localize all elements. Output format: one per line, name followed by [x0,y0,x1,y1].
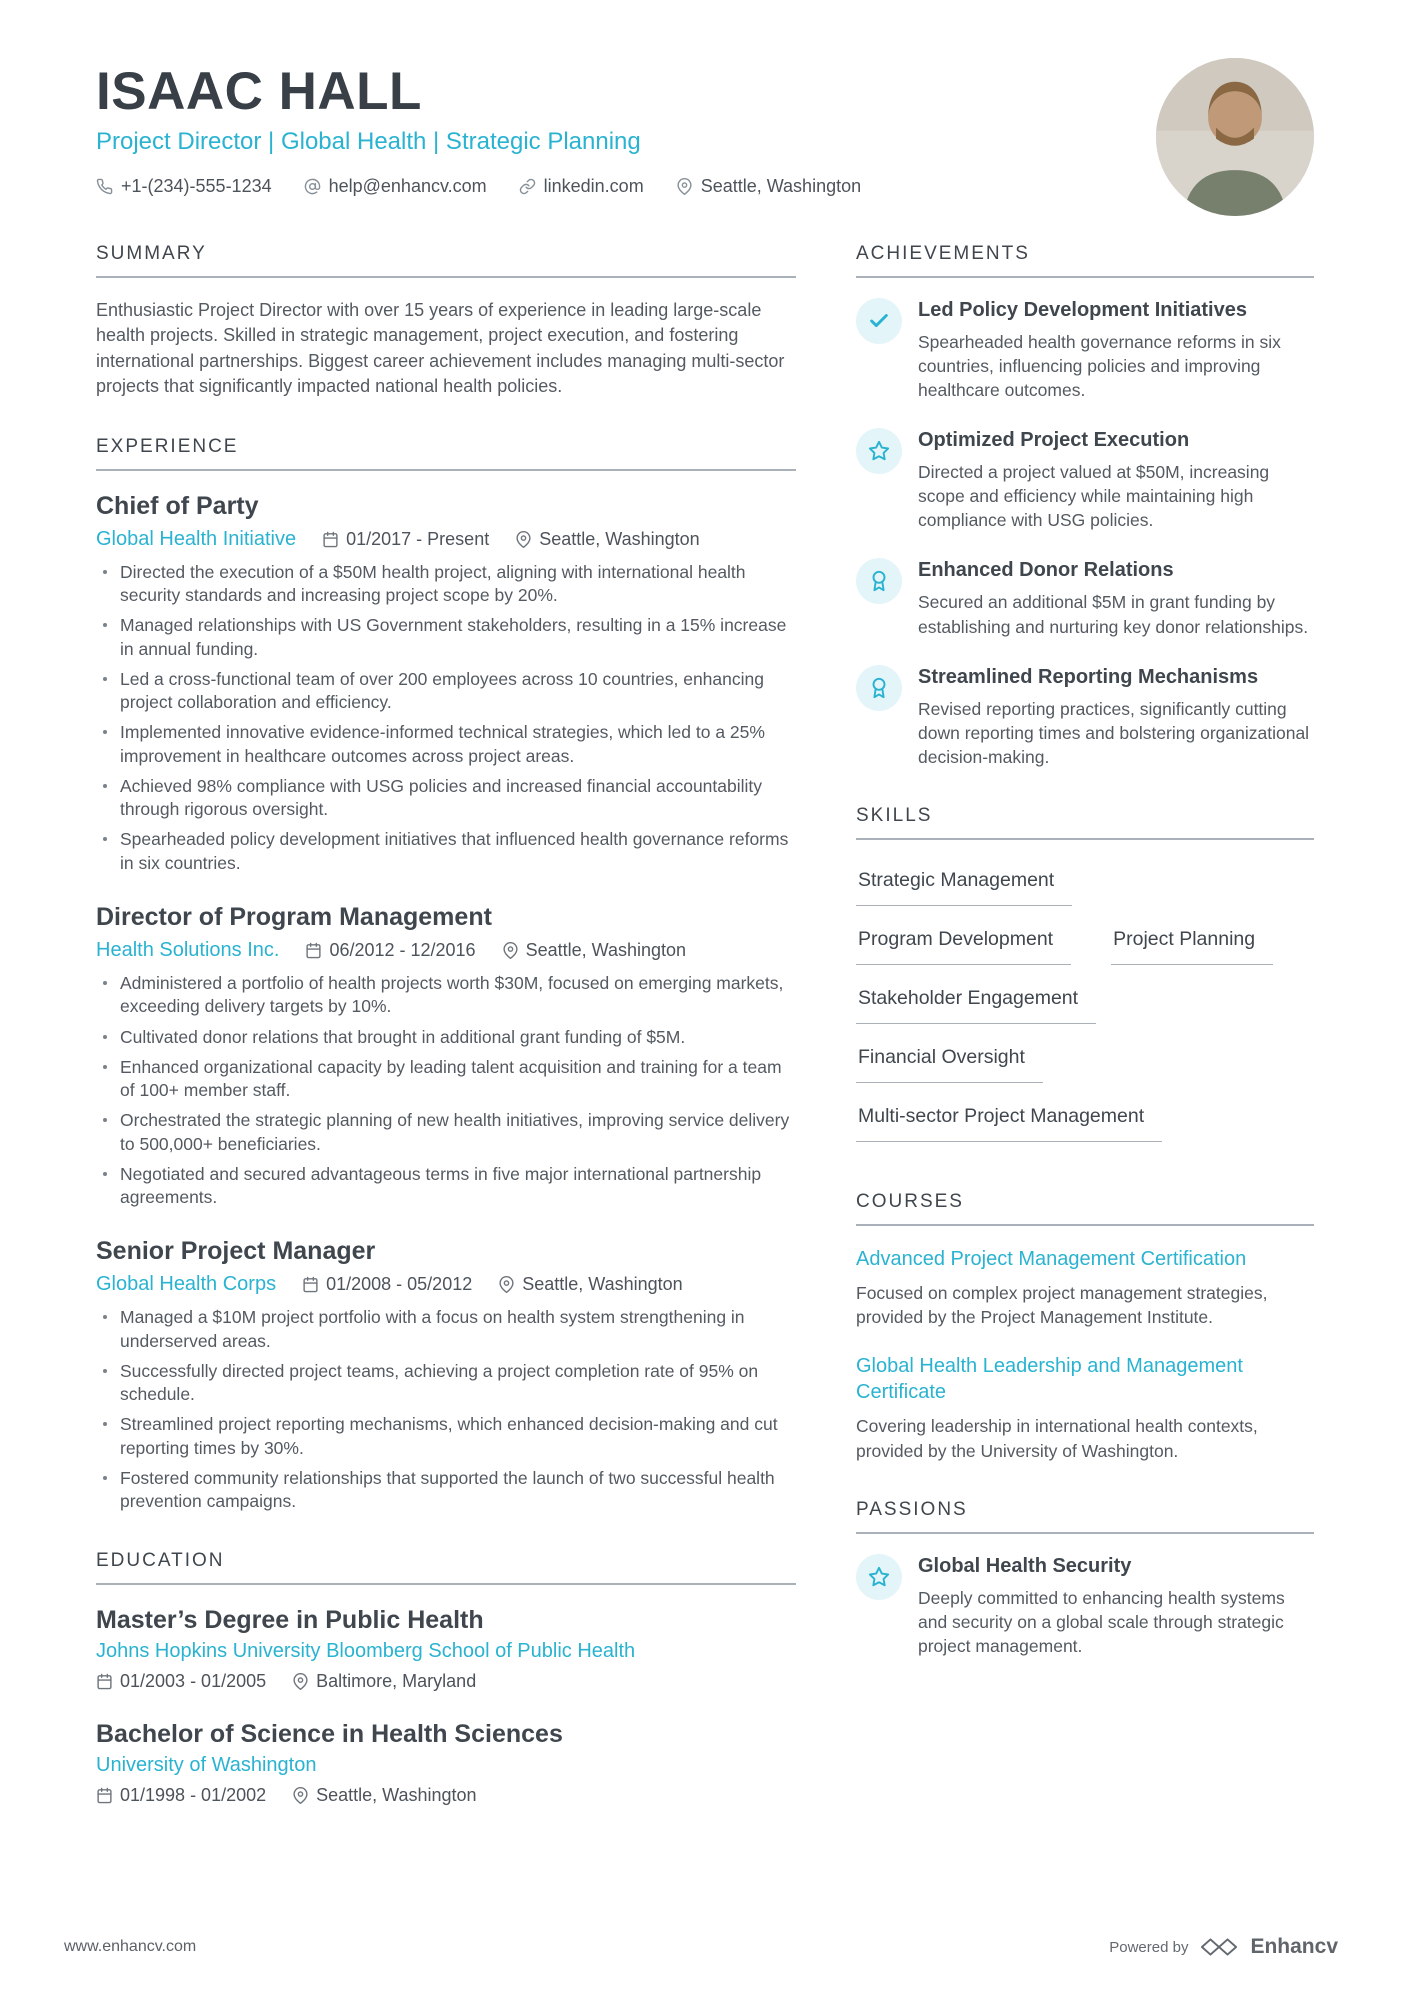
star-icon [856,1554,902,1600]
experience-list [96,491,796,1514]
left-column [96,243,796,1842]
link-icon [519,178,536,195]
degree-title: Master’s Degree in Public Health [96,1605,484,1634]
achievement-item [856,428,1314,532]
contact-link-text: linkedin.com [543,175,644,196]
job-bullets [96,972,796,1209]
passions-list [856,1554,1314,1658]
achievement-item-text: Directed a project valued at $50M, increasing scope and efficiency while maintaining high compliance with USG policies. [918,462,1270,531]
job-title: Director of Program Management [96,903,492,932]
summary-heading: SUMMARY [96,243,796,278]
skill-item: Stakeholder Engagement [856,978,1096,1024]
page-footer [64,1935,1338,1959]
contact-location [676,176,861,197]
achievement-item-title: Optimized Project Execution [918,429,1190,452]
education-entry [96,1719,796,1806]
achievements-heading: ACHIEVEMENTS [856,243,1314,278]
job-company: Global Health Corps [96,1273,277,1296]
education-dates: 01/2003 - 01/2005 [96,1671,266,1692]
job-location: Seattle, Washington [502,940,686,961]
passion-item-text: Deeply committed to enhancing health systems and security on a global scale through strategic project management. [918,1587,1285,1657]
footer-site-link[interactable]: www.enhancv.com [64,1938,197,1955]
achievement-item [856,665,1314,769]
profile-photo [1156,58,1314,216]
passion-item-title: Global Health Security [918,1554,1132,1577]
skill-item: Multi-sector Project Management [856,1096,1162,1142]
header-text-block [96,64,1314,197]
job-bullet: Directed the execution of a $50M health project, aligning with international health security standards and increasing project scope by 20%. [96,561,796,608]
passions-heading: PASSIONS [856,1499,1314,1534]
education-entry [96,1605,796,1692]
job-dates: 06/2012 - 12/2016 [305,940,475,961]
achievement-item-body [918,665,1314,769]
passion-item [856,1554,1314,1658]
check-icon [856,298,902,344]
job-bullet: Enhanced organizational capacity by leading talent acquisition and training for a team of 100+ member staff. [96,1056,796,1103]
job-bullet: Streamlined project reporting mechanisms, which enhanced decision-making and cut reporting times by 30%. [96,1413,796,1460]
profile-photo-placeholder [1156,58,1314,216]
education-meta [96,1785,796,1806]
star-icon [856,428,902,474]
achievements-list [856,298,1314,770]
brand-name: Enhancv [1250,1935,1338,1958]
skill-row [856,919,1314,978]
pin-icon [515,531,532,548]
experience-section [96,436,796,1514]
calendar-icon [305,942,322,959]
passion-item-body [918,1554,1314,1658]
degree-title: Bachelor of Science in Health Sciences [96,1719,563,1748]
skills-list [856,860,1314,1155]
courses-section [856,1191,1314,1463]
right-column [856,243,1314,1842]
school-name: Johns Hopkins University Bloomberg School of Public Health [96,1639,636,1662]
job-dates: 01/2008 - 05/2012 [302,1274,472,1295]
achievement-item-text: Spearheaded health governance reforms in six countries, influencing policies and improving healthcare outcomes. [918,331,1281,400]
contact-phone [96,176,272,197]
job-bullet: Fostered community relationships that supported the launch of two successful health prevention campaigns. [96,1467,796,1514]
education-dates: 01/1998 - 01/2002 [96,1785,266,1806]
medal-icon [856,665,902,711]
achievement-item-body [918,558,1314,638]
job-bullet: Successfully directed project teams, achieving a project completion rate of 95% on schedule. [96,1360,796,1407]
job-location: Seattle, Washington [498,1274,682,1295]
contact-email-text: help@enhancv.com [328,175,487,196]
achievement-item-title: Enhanced Donor Relations [918,559,1174,582]
calendar-icon [322,531,339,548]
education-heading: EDUCATION [96,1550,796,1585]
job-meta [96,528,796,551]
pin-icon [292,1787,309,1804]
job-entry [96,1236,796,1513]
candidate-title: Project Director | Global Health | Strategic Planning [96,127,641,155]
education-section [96,1550,796,1806]
job-entry [96,491,796,875]
achievement-item-text: Secured an additional $5M in grant funding by establishing and nurturing key donor relationships. [918,592,1309,637]
achievement-item-text: Revised reporting practices, significantly cutting down reporting times and bolstering organizational decision-making. [918,698,1310,768]
course-title: Global Health Leadership and Management Certificate [856,1355,1243,1404]
job-bullet: Achieved 98% compliance with USG policies and increased financial accountability through rigorous oversight. [96,775,796,822]
course-title: Advanced Project Management Certification [856,1248,1247,1271]
contact-link[interactable] [519,176,644,197]
job-title: Senior Project Manager [96,1237,376,1266]
skills-section [856,805,1314,1155]
passions-section [856,1499,1314,1658]
course-item [856,1353,1314,1462]
course-text: Covering leadership in international health contexts, provided by the University of Washington. [856,1416,1258,1461]
job-bullets [96,1306,796,1513]
education-location: Baltimore, Maryland [292,1671,476,1692]
achievement-item [856,558,1314,638]
summary-text: Enthusiastic Project Director with over 15 years of experience in leading large-scale health projects. Skilled in strategic management, project execution, and fostering international partnerships. Biggest career achievement includes managing multi-sector projects that significantly impacted national health policies. [96,299,785,397]
education-meta [96,1671,796,1692]
resume-header [96,64,1314,197]
achievement-item-body [918,428,1314,532]
calendar-icon [96,1787,113,1804]
job-bullet: Negotiated and secured advantageous terms in five major international partnership agreements. [96,1163,796,1210]
experience-heading: EXPERIENCE [96,436,796,471]
contact-row [96,176,1314,197]
resume-columns [96,243,1314,1842]
skill-item: Strategic Management [856,860,1072,906]
achievements-section [856,243,1314,770]
medal-icon [856,558,902,604]
course-item [856,1246,1314,1329]
job-title: Chief of Party [96,491,259,520]
job-bullets [96,561,796,875]
calendar-icon [302,1276,319,1293]
skill-item: Financial Oversight [856,1037,1043,1083]
email-icon [304,178,321,195]
candidate-name: ISAAC HALL [96,62,422,121]
pin-icon [498,1276,515,1293]
job-bullet: Administered a portfolio of health projects worth $30M, focused on emerging markets, exceeding delivery targets by 10%. [96,972,796,1019]
achievement-item [856,298,1314,402]
job-company: Health Solutions Inc. [96,939,280,962]
job-bullet: Managed relationships with US Government stakeholders, resulting in a 15% increase in annual funding. [96,614,796,661]
contact-phone-text: +1-(234)-555-1234 [121,175,272,196]
phone-icon [96,178,113,195]
powered-by-label: Powered by [1109,1938,1189,1956]
achievement-item-title: Led Policy Development Initiatives [918,298,1247,321]
location-icon [676,178,693,195]
job-bullet: Led a cross-functional team of over 200 employees across 10 countries, enhancing project collaboration and efficiency. [96,668,796,715]
job-meta [96,939,796,962]
courses-heading: COURSES [856,1191,1314,1226]
course-text: Focused on complex project management strategies, provided by the Project Management Institute. [856,1283,1268,1328]
calendar-icon [96,1673,113,1690]
school-name: University of Washington [96,1753,317,1776]
skill-row [856,1096,1314,1155]
job-bullet: Implemented innovative evidence-informed technical strategies, which led to a 25% improvement in healthcare outcomes across project areas. [96,721,796,768]
skill-item: Program Development [856,919,1071,965]
education-list [96,1605,796,1806]
powered-by[interactable] [1109,1935,1338,1959]
skills-heading: SKILLS [856,805,1314,840]
job-entry [96,902,796,1209]
job-meta [96,1273,796,1296]
pin-icon [502,942,519,959]
job-bullet: Spearheaded policy development initiatives that influenced health governance reforms in six countries. [96,828,796,875]
job-location: Seattle, Washington [515,529,699,550]
contact-location-text: Seattle, Washington [700,175,862,196]
job-dates: 01/2017 - Present [322,529,489,550]
pin-icon [292,1673,309,1690]
skill-item: Project Planning [1111,919,1273,965]
achievement-item-body [918,298,1314,402]
skill-row [856,1037,1314,1096]
job-bullet: Cultivated donor relations that brought in additional grant funding of $5M. [96,1026,796,1049]
skill-row [856,860,1314,919]
job-bullet: Managed a $10M project portfolio with a focus on health system strengthening in underserved areas. [96,1306,796,1353]
contact-email[interactable] [304,176,487,197]
job-bullet: Orchestrated the strategic planning of new health initiatives, improving service delivery to 500,000+ beneficiaries. [96,1109,796,1156]
job-company: Global Health Initiative [96,527,297,550]
courses-list [856,1246,1314,1463]
enhancv-logo-icon [1200,1936,1238,1958]
summary-section [96,243,796,400]
education-location: Seattle, Washington [292,1785,476,1806]
skill-row [856,978,1314,1037]
achievement-item-title: Streamlined Reporting Mechanisms [918,665,1259,688]
